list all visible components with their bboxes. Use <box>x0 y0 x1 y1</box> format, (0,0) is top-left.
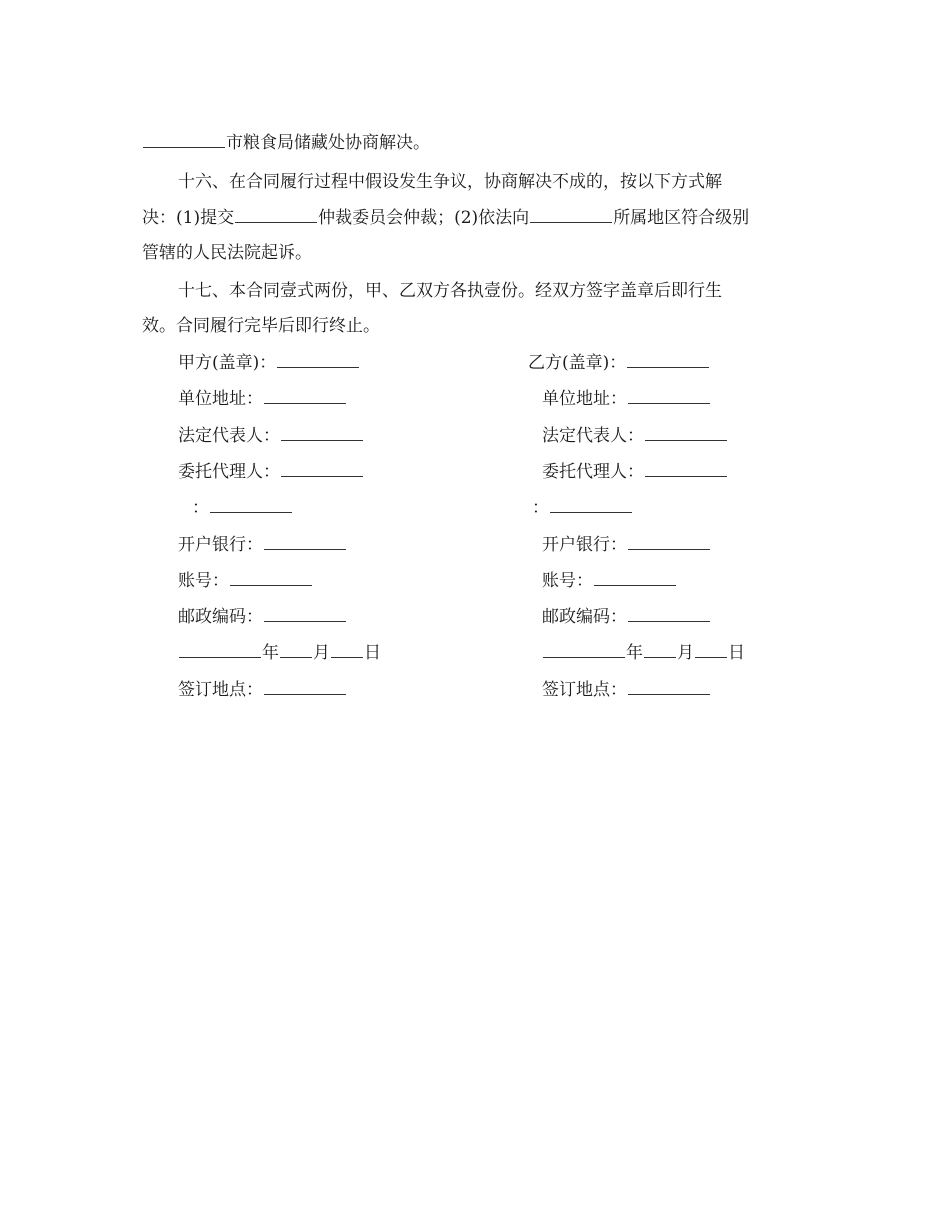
party-a-postcode <box>178 605 347 629</box>
clause-16-line-1: 十六、在合同履行过程中假设发生争议，协商解决不成的，按以下方式解 <box>178 172 722 192</box>
party-a-agent-label: 委托代理人： <box>178 462 280 482</box>
party-b-legal-rep-label: 法定代表人： <box>542 426 644 446</box>
party-b-unlabeled-blank[interactable] <box>550 496 632 513</box>
party-a-account <box>178 569 313 593</box>
party-b-place-label: 签订地点： <box>542 680 627 700</box>
party-b-place-blank[interactable] <box>628 678 710 695</box>
party-b-bank-label: 开户银行： <box>542 535 627 555</box>
party-a-unlabeled-colon: ： <box>192 498 209 518</box>
party-b-day-label: 日 <box>728 643 745 663</box>
party-a-account-blank[interactable] <box>230 569 312 586</box>
party-a-seal <box>178 351 360 375</box>
party-a-year-blank[interactable] <box>179 641 261 658</box>
party-a-place-blank[interactable] <box>264 678 346 695</box>
party-a-postcode-blank[interactable] <box>264 605 346 622</box>
clause-15-tail <box>142 131 430 155</box>
party-b-year-label: 年 <box>626 643 643 663</box>
party-b-bank <box>542 533 711 557</box>
party-b-legal-rep-blank[interactable] <box>645 424 727 441</box>
clause-15-text: 市粮食局储藏处协商解决。 <box>226 133 430 153</box>
fill-blank[interactable] <box>143 131 225 148</box>
party-b-address <box>542 387 711 411</box>
clause-17-line-1: 十七、本合同壹式两份，甲、乙双方各执壹份。经双方签字盖章后即行生 <box>178 281 722 301</box>
party-b-postcode-blank[interactable] <box>628 605 710 622</box>
party-a-bank <box>178 533 347 557</box>
party-b-month-blank[interactable] <box>644 641 676 658</box>
party-a-unlabeled-blank[interactable] <box>210 496 292 513</box>
party-a-agent-blank[interactable] <box>281 460 363 477</box>
party-a-address-label: 单位地址： <box>178 389 263 409</box>
party-a-month-label: 月 <box>313 643 330 663</box>
party-a-address <box>178 387 347 411</box>
party-a-unlabeled <box>192 496 293 520</box>
party-b-agent-blank[interactable] <box>645 460 727 477</box>
party-b-seal-label: 乙方(盖章)： <box>528 353 627 373</box>
party-b-postcode <box>542 605 711 629</box>
party-a-account-label: 账号： <box>178 571 229 591</box>
party-a-agent <box>178 460 364 484</box>
party-a-legal-rep-blank[interactable] <box>281 424 363 441</box>
party-a-postcode-label: 邮政编码： <box>178 607 263 627</box>
party-b-postcode-label: 邮政编码： <box>542 607 627 627</box>
party-b-month-label: 月 <box>677 643 694 663</box>
party-a-bank-label: 开户银行： <box>178 535 263 555</box>
party-b-address-blank[interactable] <box>628 387 710 404</box>
party-a-address-blank[interactable] <box>264 387 346 404</box>
arbitration-blank[interactable] <box>235 206 317 223</box>
party-b-agent <box>542 460 728 484</box>
party-b-unlabeled-colon: ： <box>532 498 549 518</box>
party-b-day-blank[interactable] <box>695 641 727 658</box>
party-a-place <box>178 678 347 702</box>
clause-16-text-b: 仲裁委员会仲裁；(2)依法向 <box>318 208 530 228</box>
party-a-day-label: 日 <box>364 643 381 663</box>
clause-17-line-2: 效。合同履行完毕后即行终止。 <box>142 316 380 336</box>
party-a-day-blank[interactable] <box>331 641 363 658</box>
party-b-year-blank[interactable] <box>543 641 625 658</box>
party-b-legal-rep <box>542 424 728 448</box>
party-b-date <box>542 641 745 665</box>
party-b-account-blank[interactable] <box>594 569 676 586</box>
party-a-month-blank[interactable] <box>280 641 312 658</box>
party-b-account <box>542 569 677 593</box>
party-b-unlabeled <box>532 496 633 520</box>
party-b-agent-label: 委托代理人： <box>542 462 644 482</box>
party-a-seal-blank[interactable] <box>277 351 359 368</box>
clause-16-line-3: 管辖的人民法院起诉。 <box>142 243 312 263</box>
party-a-year-label: 年 <box>262 643 279 663</box>
party-b-place <box>542 678 711 702</box>
party-a-bank-blank[interactable] <box>264 533 346 550</box>
party-b-bank-blank[interactable] <box>628 533 710 550</box>
party-a-legal-rep <box>178 424 364 448</box>
party-a-legal-rep-label: 法定代表人： <box>178 426 280 446</box>
party-a-date <box>178 641 381 665</box>
party-b-seal <box>528 351 710 375</box>
party-a-place-label: 签订地点： <box>178 680 263 700</box>
clause-16-line-2 <box>142 206 749 230</box>
party-b-seal-blank[interactable] <box>627 351 709 368</box>
party-b-address-label: 单位地址： <box>542 389 627 409</box>
party-b-account-label: 账号： <box>542 571 593 591</box>
clause-16-text-c: 所属地区符合级别 <box>613 208 750 228</box>
court-region-blank[interactable] <box>530 206 612 223</box>
party-a-seal-label: 甲方(盖章)： <box>178 353 277 373</box>
clause-16-text-a: 决：(1)提交 <box>142 208 235 228</box>
